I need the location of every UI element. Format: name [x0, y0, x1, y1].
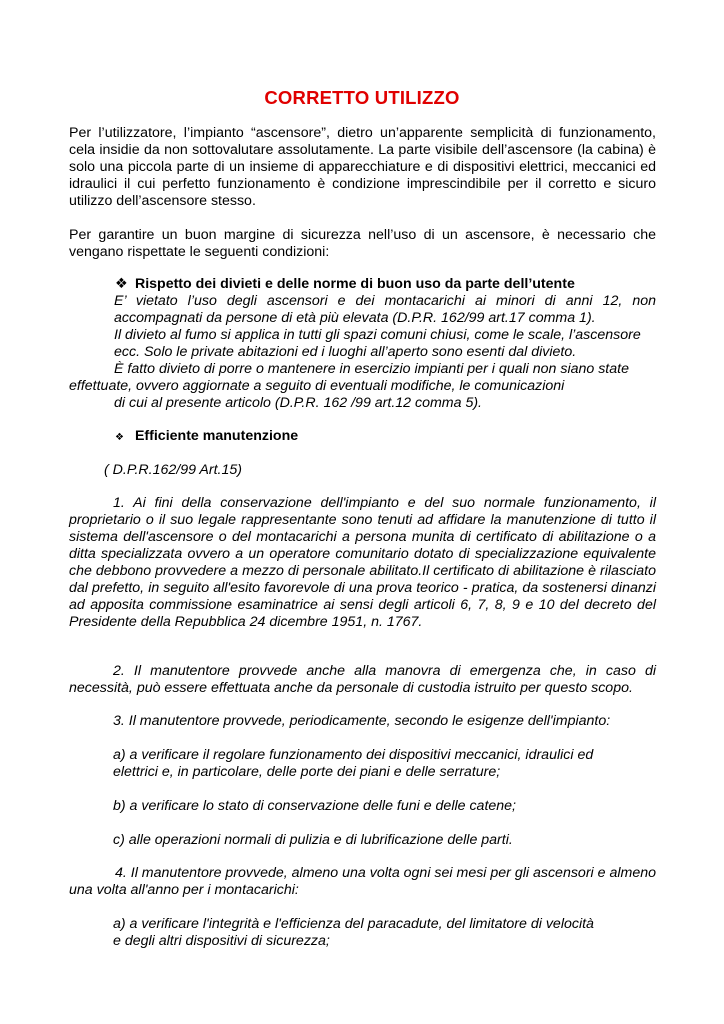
article-4a-line-1: a) a verificare l'integrità e l'efficienza del paracadute, del limitatore di velocità [113, 916, 594, 932]
age-rule-paragraph: E’ vietato l’uso degli ascensori e dei montacarichi ai minori di anni 12, non accompagnati da persone di età più elevata (D.P.R. 162/99 art.17 comma 1). [114, 293, 656, 326]
diamond-bullet-icon: ❖ [115, 432, 124, 443]
law-reference: ( D.P.R.162/99 Art.15) [104, 462, 243, 478]
operation-rule-line-1: È fatto divieto di porre o mantenere in esercizio impianti per i quali non siano state [114, 361, 629, 377]
operation-rule-line-2: effettuate, ovvero aggiornate a seguito di eventuali modifiche, le comunicazioni [69, 378, 565, 394]
article-3a-line-1: a) a verificare il regolare funzionamento dei dispositivi meccanici, idraulici ed [113, 747, 594, 763]
conditions-paragraph: Per garantire un buon margine di sicurezza nell’uso di un ascensore, è necessario che vengano rispettate le seguenti condizioni: [69, 227, 656, 260]
section-heading-text: Rispetto dei divieti e delle norme di buon uso da parte dell’utente [134, 276, 575, 292]
page-title: CORRETTO UTILIZZO [264, 87, 460, 108]
section-heading-manutenzione [115, 428, 298, 446]
article-2-paragraph: 2. Il manutentore provvede anche alla manovra di emergenza che, in caso di necessità, può essere effettuata anche da personale di custodia istruito per questo scopo. [69, 663, 656, 696]
section-heading-divieti [115, 276, 575, 293]
article-3a-line-2: elettrici e, in particolare, delle porte dei piani e delle serrature; [113, 764, 501, 780]
operation-rule-line-3: di cui al presente articolo (D.P.R. 162 /99 art.12 comma 5). [114, 395, 483, 411]
smoking-rule-line-1: Il divieto al fumo si applica in tutti gli spazi comuni chiusi, come le scale, l’ascensore [114, 327, 641, 343]
article-4a-line-2: e degli altri dispositivi di sicurezza; [113, 933, 330, 949]
intro-paragraph: Per l’utilizzatore, l’impianto “ascensore”, dietro un’apparente semplicità di funzionamento, cela insidie da non sottovalutare assolutamente. La parte visibile dell’ascensore (la cabina) è solo una piccola parte di un insieme di apparecchiature e di dispositivi elettrici, meccanici ed idraulici il cui perfetto funzionamento è condizione imprescindibile per il corretto e sicuro utilizzo dell’ascensore stesso. [69, 125, 656, 209]
article-3b-line: b) a verificare lo stato di conservazione delle funi e delle catene; [113, 798, 516, 814]
article-3-paragraph: 3. Il manutentore provvede, periodicamente, secondo le esigenze dell'impianto: [113, 713, 611, 729]
article-4-paragraph: 4. Il manutentore provvede, almeno una volta ogni sei mesi per gli ascensori e almeno una volta all'anno per i montacarichi: [69, 865, 657, 898]
section-heading-text: Efficiente manutenzione [134, 428, 299, 444]
diamond-bullet-icon: ❖ [115, 276, 128, 292]
smoking-rule-line-2: ecc. Solo le private abitazioni ed i luoghi all’aperto sono esenti dal divieto. [114, 344, 577, 360]
article-1-paragraph: 1. Ai fini della conservazione dell'impianto e del suo normale funzionamento, il proprietario o il suo legale rappresentante sono tenuti ad affidare la manutenzione di tutto il sistema dell'ascensore o del montacarichi a persona munita di certificato di abilitazione o a ditta specializzata ovvero a un operatore comunitario dotato di specializzazione equivalente che debbono provvedere a mezzo di personale abilitato.Il certificato di abilitazione è rilasciato dal prefetto, in seguito all'esito favorevole di una prova teorico - pratica, da sostenersi dinanzi ad apposita commissione esaminatrice ai sensi degli articoli 6, 7, 8, 9 e 10 del decreto del Presidente della Repubblica 24 dicembre 1951, n. 1767. [69, 495, 656, 630]
article-3c-line: c) alle operazioni normali di pulizia e di lubrificazione delle parti. [113, 832, 513, 848]
